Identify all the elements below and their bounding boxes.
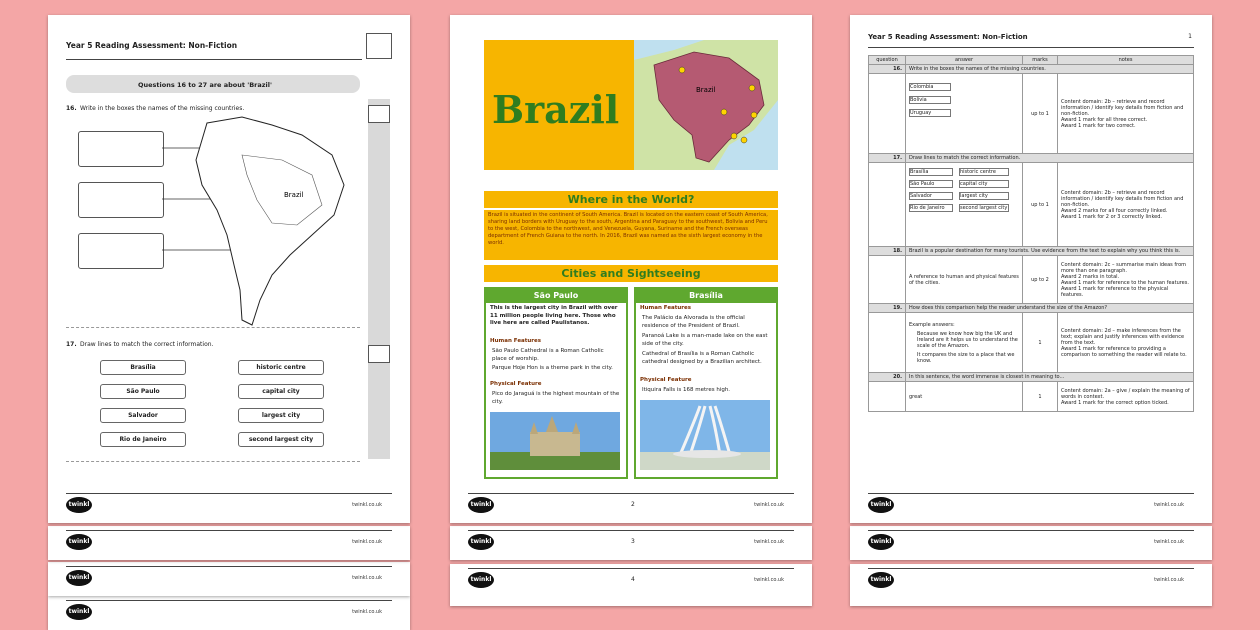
twinkl-logo: twinkl bbox=[868, 572, 894, 588]
left-page-strip-3: twinkl twinkl.co.uk bbox=[48, 596, 410, 630]
country-answer-box-2[interactable] bbox=[78, 182, 164, 218]
twinkl-logo: twinkl bbox=[66, 534, 92, 550]
left-page-strip-1: twinkl twinkl.co.uk bbox=[48, 526, 410, 560]
page-title: Year 5 Reading Assessment: Non-Fiction bbox=[66, 41, 238, 50]
left-page-strip-2: twinkl twinkl.co.uk bbox=[48, 562, 410, 596]
match-left-brasilia[interactable]: Brasília bbox=[100, 360, 186, 375]
twinkl-logo: twinkl bbox=[66, 497, 92, 513]
twinkl-logo: twinkl bbox=[66, 604, 92, 620]
brasilia-photo bbox=[640, 400, 770, 470]
twinkl-logo: twinkl bbox=[66, 570, 92, 586]
sao-paulo-photo bbox=[490, 412, 620, 470]
match-right-capital[interactable]: capital city bbox=[238, 384, 324, 399]
middle-page-strip-2: twinkl 4 twinkl.co.uk bbox=[450, 564, 812, 606]
match-left-salvador[interactable]: Salvador bbox=[100, 408, 186, 423]
page-footer: twinkl twinkl.co.uk bbox=[48, 489, 410, 523]
where-in-world-heading: Where in the World? bbox=[484, 191, 778, 208]
marks-sidebar bbox=[368, 99, 390, 459]
where-in-world-text: Brazil is situated in the continent of South America. Brazil is located on the eastern coast of South America, sharing land borders with Uruguay to the south, Argentina and Paraguay to the southwest, Bolivia and Peru to the west, Colombia to the northwest, and Venezuela, Guyana, Suriname and the French overseas department of French Guiana to the north. In 2016, Brazil was named as the sixth largest economy in the world. bbox=[488, 212, 768, 246]
brazil-title: Brazil bbox=[492, 87, 620, 132]
right-page-strip-2: twinkl twinkl.co.uk bbox=[850, 564, 1212, 606]
match-right-second[interactable]: second largest city bbox=[238, 432, 324, 447]
left-page: Year 5 Reading Assessment: Non-Fiction Questions 16 to 27 are about 'Brazil' 16. Write in the boxes the names of the missing countries. Brazil 17. Draw lines to match the correct information. Brasília São Paulo Salvador Rio de Janeiro historic centre capital city largest city second largest city twinkl twinkl.co.uk bbox=[48, 15, 410, 523]
page-footer: twinkl twinkl.co.uk bbox=[850, 489, 1212, 523]
twinkl-logo: twinkl bbox=[468, 497, 494, 513]
country-answer-box-3[interactable] bbox=[78, 233, 164, 269]
brazil-map bbox=[634, 40, 778, 170]
twinkl-logo: twinkl bbox=[468, 572, 494, 588]
match-right-largest[interactable]: largest city bbox=[238, 408, 324, 423]
twinkl-logo: twinkl bbox=[468, 534, 494, 550]
twinkl-logo: twinkl bbox=[868, 497, 894, 513]
mark-scheme-table: question answer marks notes 16. Write in the boxes the names of the missing countries. Colombia Bolivia Uruguay up to 1 Content domain: 2b – retrieve and record information / identify key details from fiction and non-fiction. Award 1 mark for all three correct. Award 1 mark for two correct. 17. Draw lines to match the correct information. Brasília São Paulo Salvador Rio de Janeiro historic centre capital city largest city second largest city up to 1 Content domain: 2b – retrieve and record information / identify key details from fiction and non-fiction. Award 2 marks for all four correctly linked. Award 1 mark for 2 or 3 correctly linked. 18. Brazil is a popular destination for many tourists. Use evidence from the text to explain why you think this is. A reference to human and physical features of the cities. up to 2 Content domain: 2c – summarise main ideas from more than one paragraph. Award 2 marks in total. Award 1 mark for reference to the human features. Award 1 mark for reference to the physical features. 19. How does this comparison help the reader understand the size of the Amazon? Example answers: Because we know how big the UK and Ireland are it helps us to understand the scale of the Amazon. It compares the size to a place that we know. 1 Content domain: 2d – make inferences from the text; explain and justify inferences with evidence from the text. Award 1 mark for reference to providing a comparison to something the reader will relate to. 20. In this sentence, the word immense is closest in meaning to... great 1 Content domain: 2a – give / explain the meaning of words in context. Award 1 mark for the correct option ticked. bbox=[868, 55, 1194, 412]
marks-box bbox=[366, 33, 392, 59]
cities-heading: Cities and Sightseeing bbox=[484, 265, 778, 282]
south-america-map bbox=[162, 115, 362, 330]
svg-text:Brazil: Brazil bbox=[696, 86, 716, 94]
country-answer-box-1[interactable] bbox=[78, 131, 164, 167]
right-page-strip-1: twinkl twinkl.co.uk bbox=[850, 526, 1212, 560]
match-left-rio[interactable]: Rio de Janeiro bbox=[100, 432, 186, 447]
right-page: Year 5 Reading Assessment: Non-Fiction 1 question answer marks notes 16. Write in the boxes the names of the missing countries. Colombia Bolivia Uruguay up to 1 Content domain: 2b – retrieve and record information / identify key details from fiction and non-fiction. Award 1 mark for all three correct. Award 1 mark for two correct. 17. Draw lines to match the correct information. Brasília São Paulo Salvador Rio de Janeiro historic centre capital city largest city second largest city up to 1 Content domain: 2b – retrieve and record information / identify key details from fiction and non-fiction. Award 2 marks for all four correctly linked. Award 1 mark for 2 or 3 correctly linked. 18. Brazil is a popular destination for many tourists. Use evidence from the text to explain why you think this is. A reference to human and physical features of the cities. up to 2 Content domain: 2c – summarise main ideas from more than one paragraph. Award 2 marks in total. Award 1 mark for reference to the human features. Award 1 mark for reference to the physical features. 19. How does this comparison help the reader understand the size of the Amazon? Example answers: Because we know how big the UK and Ireland are it helps us to understand the scale of the Amazon. It compares the size to a place that we know. 1 Content domain: 2d – make inferences from the text; explain and justify inferences with evidence from the text. Award 1 mark for reference to providing a comparison to something the reader will relate to. 20. In this sentence, the word immense is closest in meaning to... great 1 Content domain: 2a – give / explain the meaning of words in context. Award 1 mark for the correct option ticked. twinkl twinkl.co.uk bbox=[850, 15, 1212, 523]
match-left-sao-paulo[interactable]: São Paulo bbox=[100, 384, 186, 399]
svg-text:Brazil: Brazil bbox=[284, 191, 304, 199]
twinkl-logo: twinkl bbox=[868, 534, 894, 550]
match-right-historic[interactable]: historic centre bbox=[238, 360, 324, 375]
page-title: Year 5 Reading Assessment: Non-Fiction bbox=[868, 33, 1028, 41]
page-footer: twinkl 2 twinkl.co.uk bbox=[450, 489, 812, 523]
middle-page: Brazil Brazil Where in the World? Brazil is situated in the continent of South America. Brazil is located on the eastern coast of South America, sharing land borders with Uruguay to the south, Argentina and Paraguay to the southwest, Bolivia and Peru to the west, Colombia to the northwest, and Venezuela, Guyana, Suriname and the French overseas department of French Guiana to the north. In 2016, Brazil was named as the sixth largest economy in the world. Cities and Sightseeing São Paulo This is the largest city in Brazil with over 11 million people living here. Those who live here are called Paulistanos. Human Features São Paulo Cathedral is a Roman Catholic place of worship. Parque Hoje Hon is a theme park in the city. Physical Feature Pico do Jaraguá is the highest mountain of the city. Brasília Human Features The Palácio da Alvorada is the official residence of the President of Brazil. Paranoá Lake is a man-made lake on the east side of the city. Cathedral of Brasília is a Roman Catholic cathedral designed by a Brazilian architect. Physical Feature Itiquira Falls is 168 metres high. twinkl 2 twinkl.co.uk bbox=[450, 15, 812, 523]
middle-page-strip-1: twinkl 3 twinkl.co.uk bbox=[450, 526, 812, 560]
